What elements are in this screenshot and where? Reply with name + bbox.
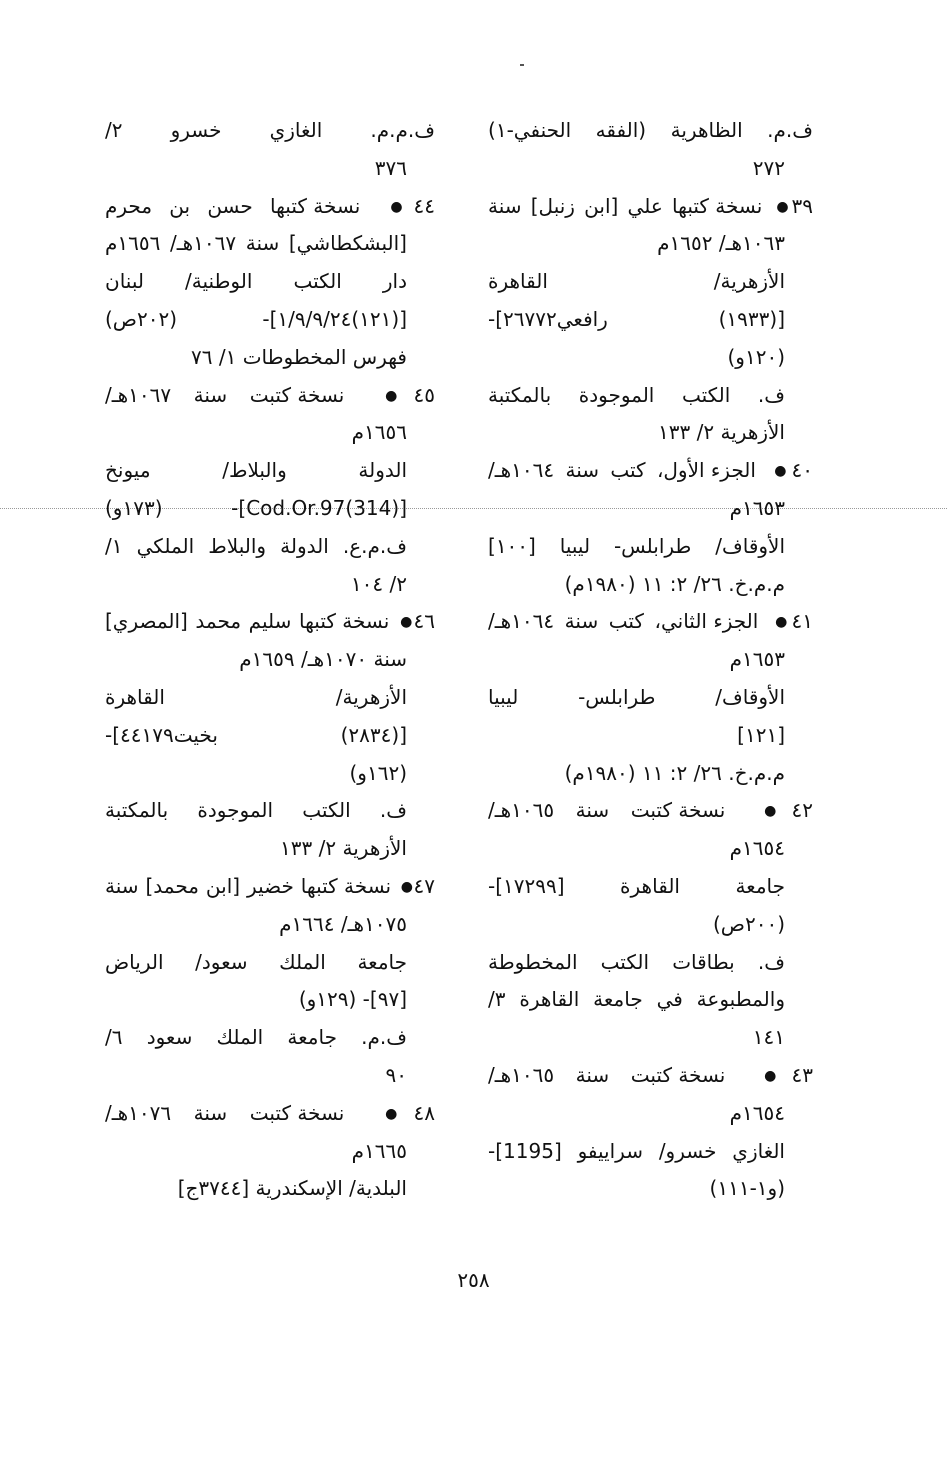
text-line [105, 490, 435, 528]
text-line [105, 112, 435, 150]
line-text: الجزء الثاني، كتب سنة ١٠٦٤هـ/ [488, 609, 759, 634]
line-text: ١٦٥٣م [729, 647, 785, 672]
line-text: ف. بطاقات الكتب المخطوطة [488, 949, 785, 974]
bullet-icon: ● [748, 803, 792, 820]
text-line [488, 339, 813, 377]
text-line [488, 528, 813, 566]
text-line [488, 1095, 813, 1133]
text-line [105, 339, 435, 377]
bullet-icon: ● [769, 463, 792, 480]
line-text: ٣٧٦ [374, 155, 407, 180]
text-line [105, 981, 435, 1019]
line-text: الأوقاف/ طرابلس- ليبيا [488, 684, 785, 709]
line-text: [(٢٨٣٤) بخيت٤٤١٧٩]- [105, 722, 407, 747]
line-text: ف. الكتب الموجودة بالمكتبة [105, 798, 407, 823]
text-line [105, 1133, 435, 1171]
entry-number: ٤٥ [413, 382, 435, 407]
line-text: ف.م.م. الغازي خسرو ٢/ [105, 118, 435, 142]
line-text: دار الكتب الوطنية/ لبنان [105, 269, 407, 294]
line-text: [البشكطاشي] سنة ١٠٦٧هـ/ ١٦٥٦م [105, 231, 407, 256]
entry-number: ٤٦ [413, 609, 435, 634]
text-line [105, 225, 435, 263]
line-text: (١٢٠و) [727, 344, 785, 369]
line-text: ١٦٥٦م [351, 420, 407, 445]
entry-number: ٤٧ [413, 873, 435, 898]
line-text: جامعة القاهرة [١٧٢٩٩]- [488, 873, 785, 898]
text-line [488, 414, 813, 452]
text-line [488, 755, 813, 793]
line-text: نسخة كتبها خضير [ابن محمد] سنة [105, 873, 392, 898]
line-text: ٢٧٢ [752, 155, 785, 180]
line-text: نسخة كتبت سنة ١٠٦٥هـ/ [488, 798, 726, 823]
bullet-icon: ● [379, 198, 414, 215]
text-line [488, 717, 813, 755]
text-line [105, 755, 435, 793]
line-text: الأوقاف/ طرابلس- ليبيا [١٠٠] [488, 533, 785, 558]
text-line [105, 452, 435, 490]
text-line [488, 112, 813, 150]
text-line [105, 301, 435, 339]
line-text: [(١٢١)١/٩/٩/٢٤]- (٢٠٢ص) [105, 306, 407, 331]
text-line [488, 868, 813, 906]
entry-number: ٤٨ [413, 1100, 435, 1125]
line-text: ١٦٥٤م [729, 1100, 785, 1125]
text-line [105, 1019, 435, 1057]
line-text: ١٤١ [752, 1025, 785, 1050]
line-text: ١٠٦٣هـ/ ١٦٥٢م [657, 231, 785, 256]
text-line [488, 641, 813, 679]
line-text: ١٦٥٣م [729, 495, 785, 520]
line-text: الأزهرية ٢/ ١٣٣ [280, 836, 407, 861]
entry-number: ٤٤ [413, 193, 435, 218]
entry-heading-line [105, 188, 435, 226]
page-number: ٢٥٨ [457, 1268, 490, 1292]
entry-number: ٤٢ [791, 798, 813, 823]
text-line [105, 1057, 435, 1095]
line-text: ف.م. جامعة الملك سعود ٦/ [105, 1025, 407, 1050]
entry-heading-line [105, 377, 435, 415]
line-text: الدولة والبلاط/ ميونخ [105, 458, 407, 483]
line-text: نسخة كتبها سليم محمد [المصري] [105, 609, 390, 634]
line-text: ف. الكتب الموجودة بالمكتبة [488, 382, 785, 407]
text-line [488, 377, 813, 415]
text-line [105, 150, 435, 188]
line-text: جامعة الملك سعود/ الرياض [105, 949, 407, 974]
bullet-icon: ● [398, 614, 414, 631]
line-text: الجزء الأول، كتب سنة ١٠٦٤هـ/ [488, 458, 756, 483]
line-text: ١٦٦٥م [351, 1138, 407, 1163]
line-text: ٩٠ [385, 1062, 407, 1087]
line-text: الغازي خسرو/ سراييفو [1195]- [488, 1138, 785, 1163]
text-line [488, 263, 813, 301]
line-text: نسخة كتبت سنة ١٠٧٦هـ/ [105, 1100, 345, 1125]
text-line [105, 906, 435, 944]
bullet-icon: ● [748, 1067, 792, 1084]
text-line [105, 679, 435, 717]
line-text: م.م.خ. ٢٦/ ٢: ١١ (١٩٨٠م) [564, 760, 785, 785]
text-line [105, 1170, 435, 1208]
entry-number: ٤٠ [791, 458, 813, 483]
text-line [488, 150, 813, 188]
text-line [488, 1170, 813, 1208]
line-text: [١٢١] [737, 722, 785, 747]
entry-number: ٣٩ [791, 193, 813, 218]
bullet-icon: ● [770, 614, 792, 631]
entry-number: ٤١ [791, 609, 813, 634]
right-text-column [488, 112, 813, 1208]
left-text-column [105, 112, 435, 1208]
text-line [488, 1019, 813, 1057]
line-text: الأزهرية ٢/ ١٣٣ [658, 420, 785, 445]
text-line [488, 1133, 813, 1171]
line-text: ف.م. الظاهرية (الفقه الحنفي-١) [488, 118, 813, 142]
line-text: فهرس المخطوطات ١/ ٧٦ [191, 344, 407, 369]
line-text: ١٠٧٥هـ/ ١٦٦٤م [279, 911, 407, 936]
text-line [105, 641, 435, 679]
text-line [488, 830, 813, 868]
line-text: ١٦٥٤م [729, 836, 785, 861]
entry-heading-line [488, 792, 813, 830]
text-line [105, 263, 435, 301]
text-line [488, 981, 813, 1019]
line-text: البلدية/ الإسكندرية [٣٧٤٤ج] [177, 1176, 407, 1201]
entry-heading-line [105, 868, 435, 906]
scan-mark [520, 64, 524, 66]
text-line [105, 792, 435, 830]
line-text: (٢٠٠ص) [712, 911, 785, 936]
entry-number: ٤٣ [791, 1062, 813, 1087]
line-text: الأزهرية/ القاهرة [105, 684, 407, 709]
text-line [488, 490, 813, 528]
line-text: ٢/ ١٠٤ [350, 571, 407, 596]
line-text: (١٦٢و) [349, 760, 407, 785]
line-text: (و١-١١١) [709, 1176, 785, 1201]
text-line [105, 830, 435, 868]
text-line [488, 906, 813, 944]
text-line [488, 944, 813, 982]
text-line [488, 679, 813, 717]
line-text: [٩٧]- (١٢٩و) [298, 987, 407, 1012]
entry-heading-line [488, 188, 813, 226]
entry-heading-line [488, 603, 813, 641]
entry-heading-line [488, 1057, 813, 1095]
text-line [488, 301, 813, 339]
text-line [105, 717, 435, 755]
text-line [488, 566, 813, 604]
line-text: والمطبوعة في جامعة القاهرة ٣/ [488, 987, 785, 1012]
entry-heading-line [105, 1095, 435, 1133]
line-text: [(314)Cod.Or.97]- (١٧٣و) [105, 495, 407, 520]
text-line [105, 414, 435, 452]
bullet-icon: ● [368, 1105, 414, 1122]
line-text: نسخة كتبها حسن بن محرم [105, 193, 361, 218]
bullet-icon: ● [368, 387, 414, 404]
line-text: نسخة كتبها علي [ابن زنبل] سنة [488, 193, 763, 218]
line-text: ف.م.ع. الدولة والبلاط الملكي ١/ [105, 533, 407, 558]
line-text: نسخة كتبت سنة ١٠٦٧هـ/ [105, 382, 345, 407]
line-text: سنة ١٠٧٠هـ/ ١٦٥٩م [239, 647, 407, 672]
line-text: الأزهرية/ القاهرة [488, 269, 785, 294]
entry-heading-line [105, 603, 435, 641]
text-line [105, 528, 435, 566]
text-line [105, 944, 435, 982]
bullet-icon: ● [400, 878, 414, 895]
line-text: [(١٩٣٣) رافعي٢٦٧٧٢]- [488, 306, 785, 331]
line-text: م.م.خ. ٢٦/ ٢: ١١ (١٩٨٠م) [564, 571, 785, 596]
text-line [488, 225, 813, 263]
line-text: نسخة كتبت سنة ١٠٦٥هـ/ [488, 1062, 726, 1087]
text-line [105, 566, 435, 604]
bullet-icon: ● [773, 198, 792, 215]
entry-heading-line [488, 452, 813, 490]
